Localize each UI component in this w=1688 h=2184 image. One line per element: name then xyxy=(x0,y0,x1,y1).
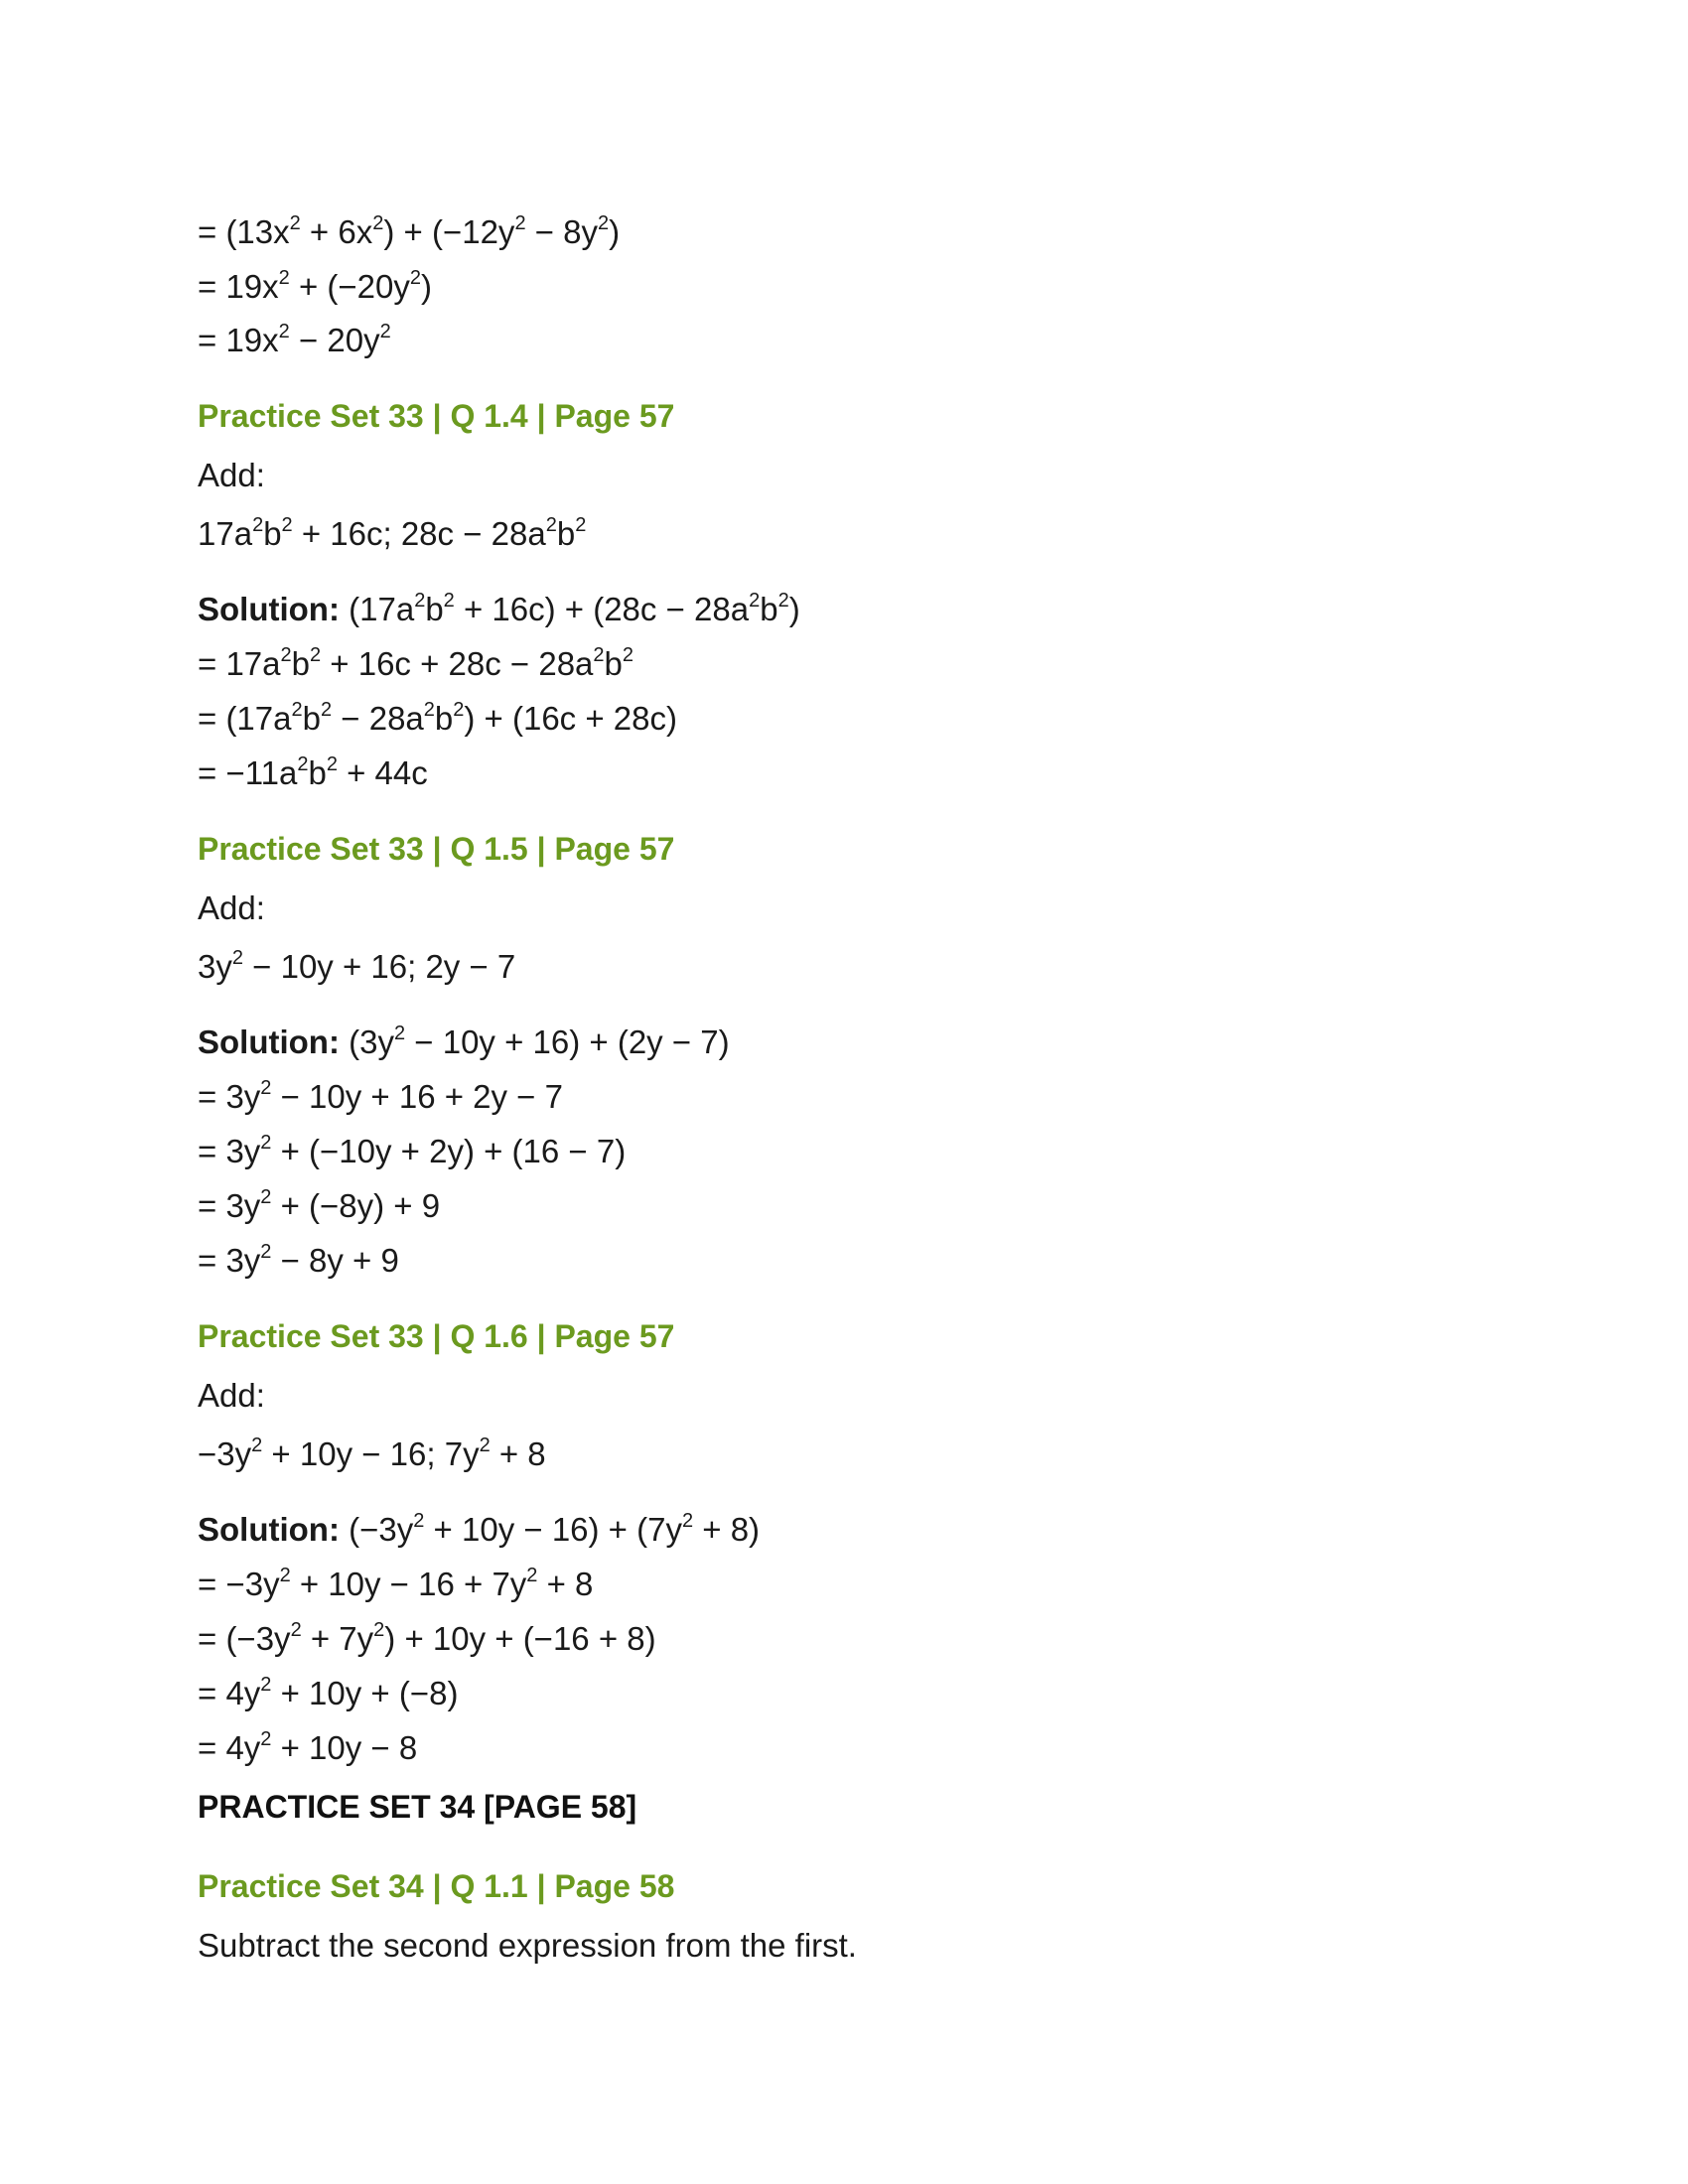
question-heading: Practice Set 33 | Q 1.5 | Page 57 xyxy=(198,831,675,867)
exponent: 2 xyxy=(279,1565,291,1586)
math-text: ) xyxy=(420,268,432,305)
question-heading: Practice Set 33 | Q 1.4 | Page 57 xyxy=(198,398,675,434)
math-text: − 28a xyxy=(332,700,424,737)
section-title: PRACTICE SET 34 [PAGE 58] xyxy=(198,1789,637,1825)
exponent: 2 xyxy=(373,1619,385,1641)
math-text: = −3y xyxy=(198,1566,280,1602)
math-text: b xyxy=(308,754,327,791)
math-line xyxy=(198,1619,656,1659)
exponent: 2 xyxy=(278,321,290,342)
math-line xyxy=(198,1674,458,1713)
math-text: = −11a xyxy=(198,754,298,791)
exponent: 2 xyxy=(622,644,634,666)
math-text: b xyxy=(302,700,321,737)
exponent: 2 xyxy=(297,753,309,775)
math-line xyxy=(198,699,677,739)
math-line xyxy=(198,212,620,252)
math-text: − 8y + 9 xyxy=(271,1242,399,1279)
question-expression xyxy=(198,1434,546,1474)
exponent: 2 xyxy=(260,1186,272,1208)
exponent: 2 xyxy=(479,1434,491,1456)
exponent: 2 xyxy=(260,1674,272,1696)
exponent: 2 xyxy=(326,753,338,775)
math-text: − 8y xyxy=(525,213,599,250)
math-text: + 8 xyxy=(537,1566,594,1602)
math-text: + 10y − 16) + (7y xyxy=(424,1511,682,1548)
question-heading: Practice Set 33 | Q 1.6 | Page 57 xyxy=(198,1318,675,1354)
exponent: 2 xyxy=(379,321,391,342)
exponent: 2 xyxy=(260,1728,272,1750)
math-text: b xyxy=(604,645,623,682)
math-text: + (−8y) + 9 xyxy=(271,1187,441,1224)
math-text: ) xyxy=(788,591,800,627)
exponent: 2 xyxy=(260,1241,272,1263)
exponent: 2 xyxy=(423,699,435,721)
solution-line xyxy=(198,1510,760,1550)
math-text: 3y xyxy=(198,948,232,985)
exponent: 2 xyxy=(252,514,264,536)
exponent: 2 xyxy=(260,1077,272,1099)
exponent: 2 xyxy=(281,514,293,536)
math-text: −3y xyxy=(198,1435,252,1472)
math-text: b xyxy=(434,700,454,737)
math-text: ) + 10y + (−16 + 8) xyxy=(384,1620,656,1657)
question-instruction: Subtract the second expression from the first. xyxy=(198,1927,857,1964)
exponent: 2 xyxy=(291,699,303,721)
math-text: + 10y − 16 + 7y xyxy=(290,1566,527,1602)
math-text: + 10y − 8 xyxy=(271,1729,418,1766)
exponent: 2 xyxy=(309,644,322,666)
math-text: = 3y xyxy=(198,1242,261,1279)
math-text: + 8 xyxy=(490,1435,546,1472)
math-text: b xyxy=(556,515,576,552)
math-text: + (−20y xyxy=(289,268,410,305)
math-text: + 6x xyxy=(300,213,373,250)
math-text: (3y xyxy=(339,1024,394,1060)
math-text: b xyxy=(291,645,310,682)
math-line xyxy=(198,1077,563,1117)
exponent: 2 xyxy=(290,1619,302,1641)
exponent: 2 xyxy=(749,590,761,612)
exponent: 2 xyxy=(526,1565,538,1586)
math-text: ) + (16c + 28c) xyxy=(464,700,677,737)
math-text: = 19x xyxy=(198,322,279,358)
exponent: 2 xyxy=(409,267,421,289)
math-text: = 3y xyxy=(198,1078,261,1115)
math-text: ) + (−12y xyxy=(383,213,515,250)
math-text: b xyxy=(760,591,778,627)
math-text: + (−10y + 2y) + (16 − 7) xyxy=(271,1133,627,1169)
math-line xyxy=(198,1132,626,1171)
exponent: 2 xyxy=(278,267,290,289)
exponent: 2 xyxy=(231,947,243,969)
math-line xyxy=(198,644,633,684)
math-line xyxy=(198,753,428,793)
solution-line xyxy=(198,1023,730,1062)
exponent: 2 xyxy=(372,212,384,234)
math-text: = 17a xyxy=(198,645,281,682)
math-text: = 4y xyxy=(198,1675,261,1711)
solution-expression xyxy=(340,1511,760,1548)
math-text: = 3y xyxy=(198,1187,261,1224)
math-text: + 16c; 28c − 28a xyxy=(292,515,546,552)
solution-label: Solution: xyxy=(198,591,340,627)
math-text: = 4y xyxy=(198,1729,261,1766)
question-expression xyxy=(198,514,586,554)
math-text: ) xyxy=(609,213,621,250)
math-text: + 8) xyxy=(693,1511,761,1548)
solution-label: Solution: xyxy=(198,1024,340,1060)
exponent: 2 xyxy=(413,1510,425,1532)
math-text: = (−3y xyxy=(198,1620,291,1657)
math-text: = (13x xyxy=(198,213,290,250)
math-text: b xyxy=(425,591,444,627)
solution-expression xyxy=(340,1024,730,1060)
math-text: = 19x xyxy=(198,268,279,305)
exponent: 2 xyxy=(393,1023,406,1044)
exponent: 2 xyxy=(777,590,789,612)
exponent: 2 xyxy=(575,514,587,536)
math-text: = (17a xyxy=(198,700,292,737)
solution-expression xyxy=(340,591,800,627)
solution-label: Solution: xyxy=(198,1511,340,1548)
math-text: − 10y + 16) + (2y − 7) xyxy=(405,1024,730,1060)
exponent: 2 xyxy=(414,590,426,612)
exponent: 2 xyxy=(598,212,610,234)
question-instruction: Add: xyxy=(198,1377,265,1414)
math-text: = 3y xyxy=(198,1133,261,1169)
math-line xyxy=(198,1186,440,1226)
math-text: + 7y xyxy=(301,1620,374,1657)
exponent: 2 xyxy=(280,644,292,666)
exponent: 2 xyxy=(260,1132,272,1154)
question-heading: Practice Set 34 | Q 1.1 | Page 58 xyxy=(198,1868,675,1904)
math-line xyxy=(198,267,432,307)
solution-line xyxy=(198,590,800,629)
question-expression xyxy=(198,947,515,987)
exponent: 2 xyxy=(289,212,301,234)
math-text: − 20y xyxy=(289,322,380,358)
math-text: + 10y − 16; 7y xyxy=(262,1435,480,1472)
math-text: − 10y + 16; 2y − 7 xyxy=(242,948,516,985)
math-text: (−3y xyxy=(339,1511,414,1548)
exponent: 2 xyxy=(593,644,605,666)
math-text: b xyxy=(263,515,282,552)
math-text: + 16c + 28c − 28a xyxy=(321,645,594,682)
exponent: 2 xyxy=(514,212,526,234)
math-line xyxy=(198,1728,417,1768)
math-text: (17a xyxy=(339,591,415,627)
exponent: 2 xyxy=(545,514,557,536)
exponent: 2 xyxy=(251,1434,263,1456)
math-text: + 16c) + (28c − 28a xyxy=(454,591,750,627)
question-instruction: Add: xyxy=(198,457,265,493)
exponent: 2 xyxy=(453,699,465,721)
math-text: − 10y + 16 + 2y − 7 xyxy=(271,1078,563,1115)
exponent: 2 xyxy=(681,1510,694,1532)
math-line xyxy=(198,321,391,360)
math-line xyxy=(198,1241,399,1281)
question-instruction: Add: xyxy=(198,889,265,926)
math-text: 17a xyxy=(198,515,253,552)
math-text: + 44c xyxy=(337,754,428,791)
exponent: 2 xyxy=(443,590,455,612)
exponent: 2 xyxy=(320,699,333,721)
math-line xyxy=(198,1565,593,1604)
math-text: + 10y + (−8) xyxy=(271,1675,459,1711)
